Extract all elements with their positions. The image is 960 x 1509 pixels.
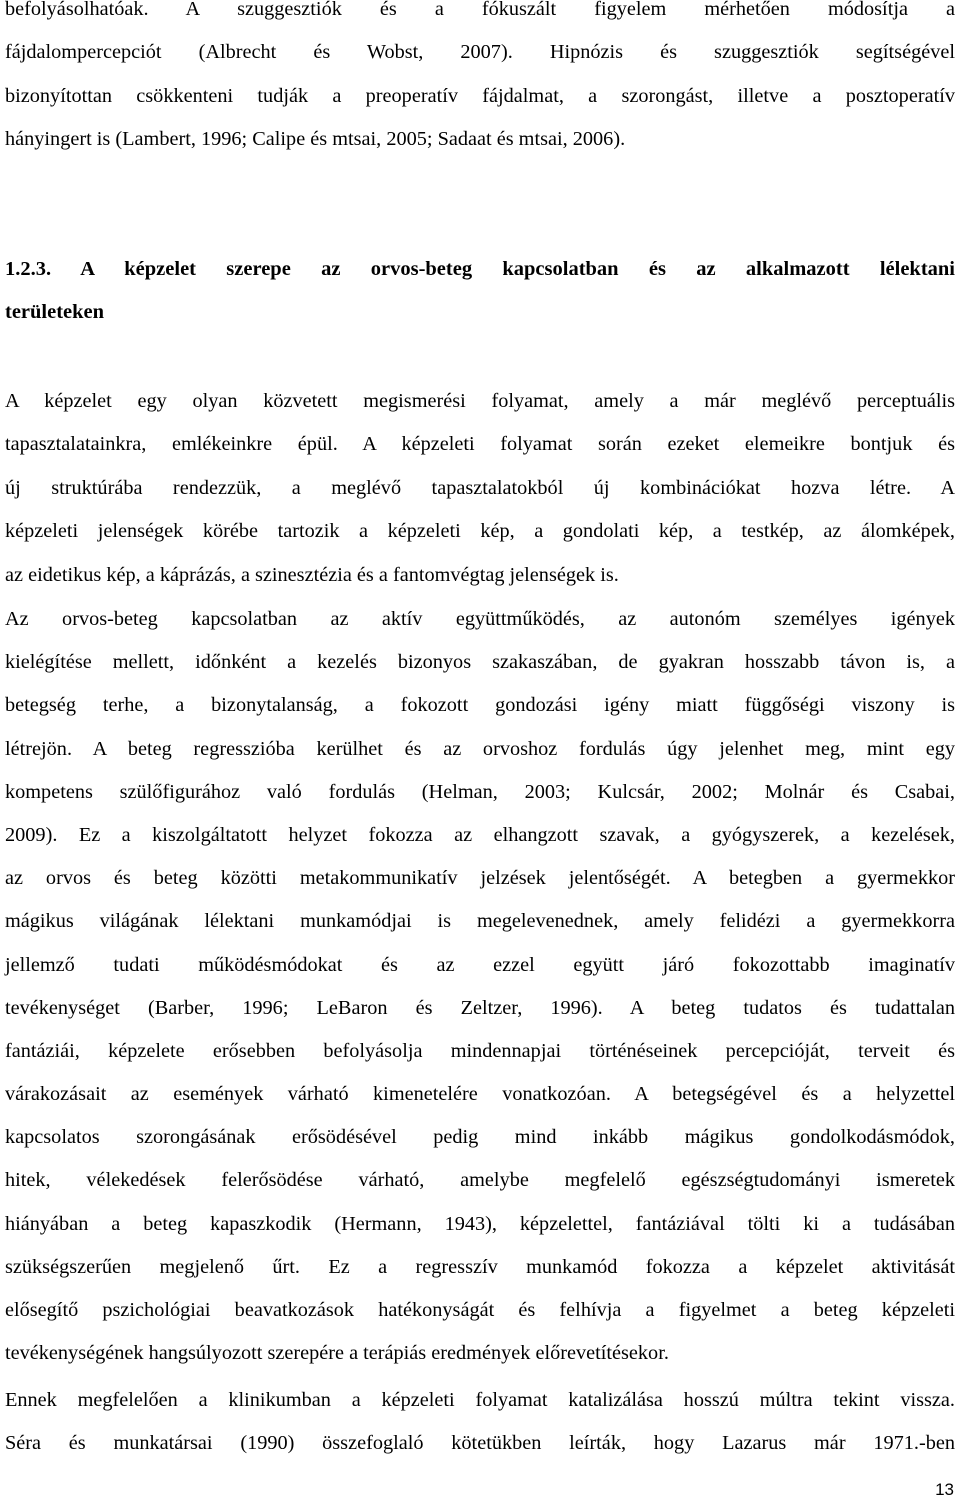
text-line: mágikus világának lélektani munkamódjai is megelevenednek, amely felidézi a gyermekkorra: [5, 910, 955, 933]
text-line: új struktúrába rendezzük, a meglévő tapasztalatokból új kombinációkat hozva létre. A: [5, 476, 955, 499]
text-line: jellemző tudati működésmódokat és az ezzel együtt járó fokozottabb imaginatív: [5, 953, 955, 976]
text-line: befolyásolhatóak. A szuggesztiók és a fókuszált figyelem mérhetően módosítja a: [5, 0, 955, 20]
paragraph-imagination-definition: [5, 380, 955, 597]
text-line: fantáziái, képzelete erősebben befolyásolja mindennapjai történéseinek percepcióját, terveit és: [5, 1039, 955, 1062]
text-line: hányingert is (Lambert, 1996; Calipe és mtsai, 2005; Sadaat és mtsai, 2006).: [5, 128, 626, 151]
text-line: Séra és munkatársai (1990) összefoglaló kötetükben leírták, hogy Lazarus már 1971.-ben: [5, 1432, 955, 1455]
text-line: tevékenységet (Barber, 1996; LeBaron és Zeltzer, 1996). A beteg tudatos és tudattalan: [5, 996, 955, 1019]
heading-line: területeken: [5, 301, 105, 324]
text-line: várakozásait az események várható kimenetelére vonatkozóan. A betegségével és a helyzettel: [5, 1083, 955, 1106]
text-line: fájdalompercepciót (Albrecht és Wobst, 2007). Hipnózis és szuggesztiók segítségével: [5, 41, 955, 64]
text-line: az orvos és beteg közötti metakommunikatív jelzések jelentőségét. A betegben a gyermekkor: [5, 867, 955, 890]
text-line: A képzelet egy olyan közvetett megismerési folyamat, amely a már meglévő perceptuális: [5, 390, 955, 412]
text-line: Ennek megfelelően a klinikumban a képzeleti folyamat katalizálása hosszú múltra tekint vissza.: [5, 1389, 955, 1411]
text-line: Az orvos-beteg kapcsolatban az aktív együttműködés, az autonóm személyes igények: [5, 608, 955, 630]
text-line: tevékenységének hangsúlyozott szerepére a terápiás eredmények előrevetítésekor.: [5, 1342, 669, 1365]
text-line: szükségszerűen megjelenő űrt. Ez a regresszív munkamód fokozza a képzelet aktivitását: [5, 1255, 955, 1278]
text-line: hitek, vélekedések felerősödése várható, amelybe megfelelő egészségtudományi ismeretek: [5, 1169, 955, 1192]
text-line: hiányában a beteg kapaszkodik (Hermann, 1943), képzelettel, fantáziával tölti ki a tudásában: [5, 1212, 955, 1235]
paragraph-doctor-patient: [5, 598, 955, 1375]
text-line: betegség terhe, a bizonytalanság, a fokozott gondozási igény miatt függőségi viszony is: [5, 694, 955, 717]
section-heading: [5, 248, 955, 335]
page-number: 13: [935, 1480, 954, 1499]
text-line: tapasztalatainkra, emlékeinkre épül. A képzeleti folyamat során ezeket elemeikre bontjuk és: [5, 433, 955, 456]
heading-line: 1.2.3. A képzelet szerepe az orvos-beteg kapcsolatban és az alkalmazott lélektani: [5, 258, 955, 280]
text-line: bizonyítottan csökkenteni tudják a preoperatív fájdalmat, a szorongást, illetve a posztoperatív: [5, 84, 955, 107]
text-line: kielégítése mellett, időnként a kezelés bizonyos szakaszában, de gyakran hosszabb távon is, a: [5, 651, 955, 674]
intro-paragraph: [5, 0, 955, 162]
text-line: létrejön. A beteg regresszióba kerülhet és az orvoshoz fordulás úgy jelenhet meg, mint egy: [5, 737, 955, 760]
text-line: kapcsolatos szorongásának erősödésével pedig mind inkább mágikus gondolkodásmódok,: [5, 1126, 955, 1149]
text-line: 2009). Ez a kiszolgáltatott helyzet fokozza az elhangzott szavak, a gyógyszerek, a kezelések,: [5, 823, 955, 846]
text-line: az eidetikus kép, a káprázás, a szinesztézia és a fantomvégtag jelenségek is.: [5, 563, 619, 586]
paragraph-clinical-history: [5, 1379, 955, 1466]
text-line: képzeleti jelenségek körébe tartozik a képzeleti kép, a gondolati kép, a testkép, az álomképek,: [5, 520, 955, 543]
text-line: kompetens szülőfigurához való fordulás (Helman, 2003; Kulcsár, 2002; Molnár és Csabai,: [5, 780, 955, 803]
text-line: elősegítő pszichológiai beavatkozások hatékonyságát és felhívja a figyelmet a beteg képzeleti: [5, 1299, 955, 1321]
